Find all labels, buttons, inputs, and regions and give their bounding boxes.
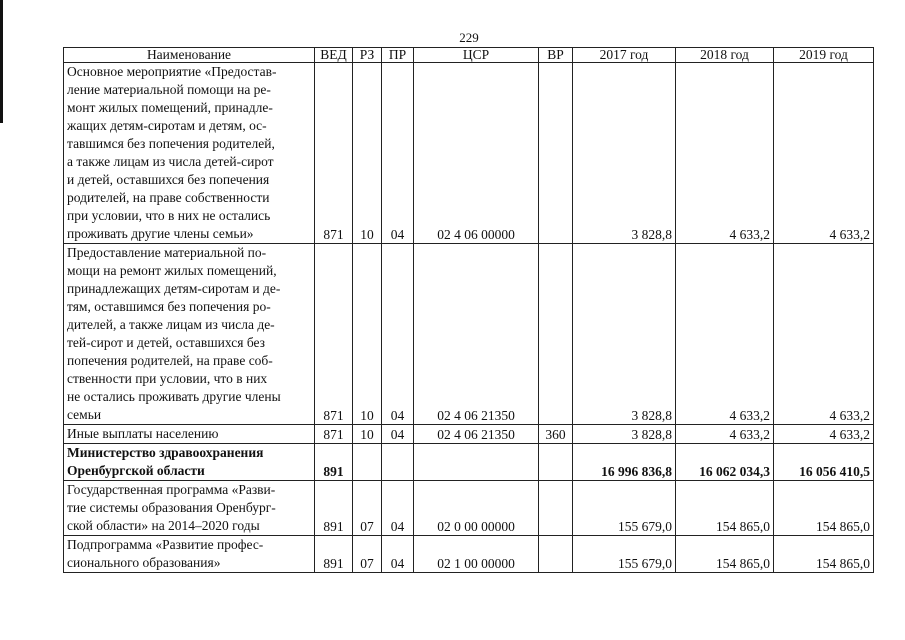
row-pr: 04 bbox=[382, 244, 414, 425]
row-vr bbox=[539, 244, 573, 425]
row-2018: 4 633,2 bbox=[676, 244, 774, 425]
row-2017: 155 679,0 bbox=[573, 481, 676, 536]
row-name: Предоставление материальной по- мощи на ремонт жилых помещений, принадлежащих детям-сиротам и де- тям, оставшимся без попечения ро- дителей, а также лицам из числа де- тей-сирот и детей, оставшихся без попечения родителей, на праве соб- ственности при условии, что в них не остались проживать другие члены семьи bbox=[64, 244, 315, 425]
row-vr: 360 bbox=[539, 425, 573, 444]
row-name: Министерство здравоохранения Оренбургской области bbox=[64, 444, 315, 481]
row-csr: 02 4 06 21350 bbox=[414, 425, 539, 444]
header-pr: ПР bbox=[382, 48, 414, 63]
row-name: Государственная программа «Разви- тие системы образования Оренбург- ской области» на 2014–2020 годы bbox=[64, 481, 315, 536]
row-2019: 4 633,2 bbox=[774, 244, 874, 425]
row-rz bbox=[353, 444, 382, 481]
table-row bbox=[64, 425, 874, 444]
header-2017: 2017 год bbox=[573, 48, 676, 63]
row-2018: 154 865,0 bbox=[676, 536, 774, 573]
table-row bbox=[64, 481, 874, 536]
row-rz: 07 bbox=[353, 481, 382, 536]
row-rz: 10 bbox=[353, 244, 382, 425]
row-csr: 02 4 06 21350 bbox=[414, 244, 539, 425]
row-2018: 4 633,2 bbox=[676, 63, 774, 244]
row-vr bbox=[539, 536, 573, 573]
row-2018: 4 633,2 bbox=[676, 425, 774, 444]
row-ved: 891 bbox=[315, 536, 353, 573]
header-csr: ЦСР bbox=[414, 48, 539, 63]
row-csr bbox=[414, 444, 539, 481]
row-ved: 871 bbox=[315, 244, 353, 425]
row-2019: 16 056 410,5 bbox=[774, 444, 874, 481]
page-number: 229 bbox=[459, 30, 479, 45]
row-vr bbox=[539, 481, 573, 536]
row-ved: 891 bbox=[315, 444, 353, 481]
row-pr: 04 bbox=[382, 536, 414, 573]
row-ved: 871 bbox=[315, 425, 353, 444]
header-vr: ВР bbox=[539, 48, 573, 63]
row-2017: 3 828,8 bbox=[573, 425, 676, 444]
row-2019: 4 633,2 bbox=[774, 63, 874, 244]
table-header-row bbox=[64, 48, 874, 63]
row-2018: 154 865,0 bbox=[676, 481, 774, 536]
row-ved: 891 bbox=[315, 481, 353, 536]
row-rz: 10 bbox=[353, 425, 382, 444]
row-2019: 154 865,0 bbox=[774, 536, 874, 573]
row-pr: 04 bbox=[382, 63, 414, 244]
row-pr: 04 bbox=[382, 425, 414, 444]
table-row bbox=[64, 444, 874, 481]
row-2017: 3 828,8 bbox=[573, 63, 676, 244]
row-csr: 02 1 00 00000 bbox=[414, 536, 539, 573]
row-csr: 02 0 00 00000 bbox=[414, 481, 539, 536]
row-name: Основное мероприятие «Предостав- ление материальной помощи на ре- монт жилых помещений, принадле- жащих детям-сиротам и детям, ос- тавшимся без попечения родителей, а также лицам из числа детей-сирот и детей, оставшихся без попечения родителей, на праве собственности при условии, что в них не остались проживать другие члены семьи» bbox=[64, 63, 315, 244]
header-2018: 2018 год bbox=[676, 48, 774, 63]
row-2017: 16 996 836,8 bbox=[573, 444, 676, 481]
header-rz: РЗ bbox=[353, 48, 382, 63]
table-row bbox=[64, 536, 874, 573]
row-rz: 10 bbox=[353, 63, 382, 244]
row-2019: 154 865,0 bbox=[774, 481, 874, 536]
row-pr: 04 bbox=[382, 481, 414, 536]
header-ved: ВЕД bbox=[315, 48, 353, 63]
row-2018: 16 062 034,3 bbox=[676, 444, 774, 481]
header-name: Наименование bbox=[64, 48, 315, 63]
row-rz: 07 bbox=[353, 536, 382, 573]
row-2017: 3 828,8 bbox=[573, 244, 676, 425]
row-ved: 871 bbox=[315, 63, 353, 244]
budget-table bbox=[63, 47, 874, 573]
row-csr: 02 4 06 00000 bbox=[414, 63, 539, 244]
row-2017: 155 679,0 bbox=[573, 536, 676, 573]
row-name: Подпрограмма «Развитие профес- сионального образования» bbox=[64, 536, 315, 573]
row-vr bbox=[539, 63, 573, 244]
row-name: Иные выплаты населению bbox=[64, 425, 315, 444]
row-vr bbox=[539, 444, 573, 481]
table-row bbox=[64, 244, 874, 425]
row-2019: 4 633,2 bbox=[774, 425, 874, 444]
row-pr bbox=[382, 444, 414, 481]
scan-edge-line bbox=[0, 0, 3, 123]
table-row bbox=[64, 63, 874, 244]
header-2019: 2019 год bbox=[774, 48, 874, 63]
